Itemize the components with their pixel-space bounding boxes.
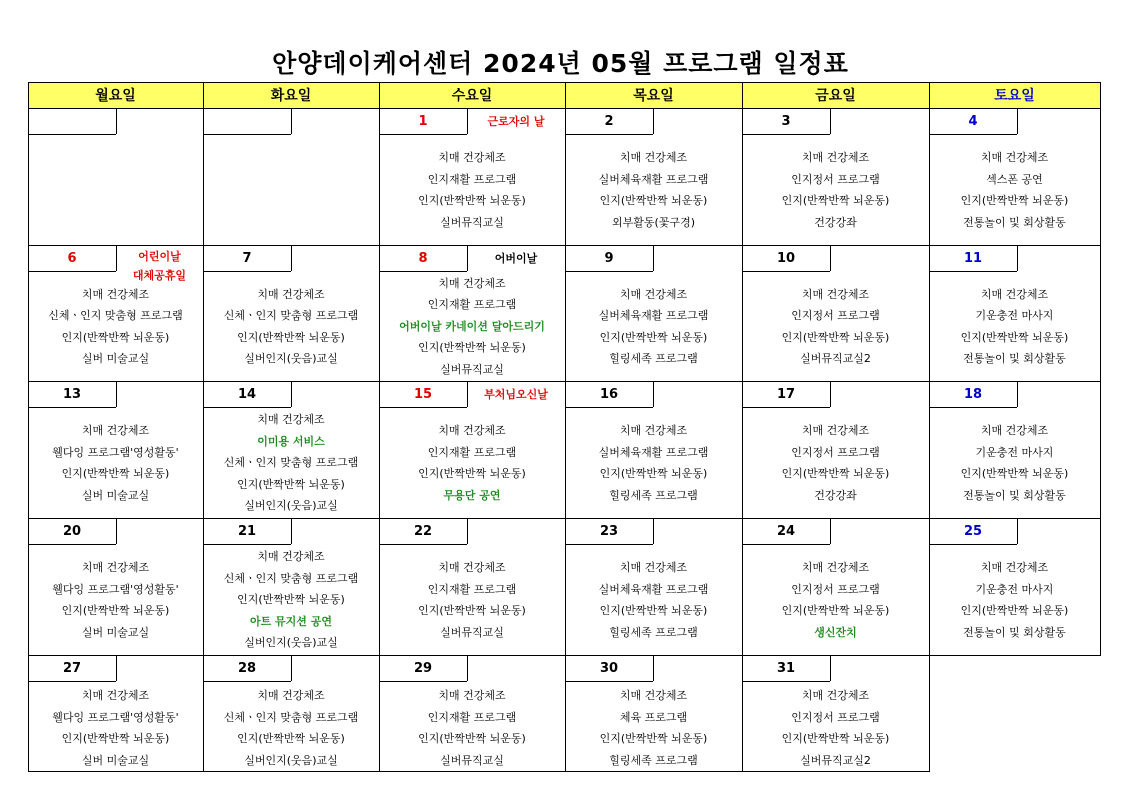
program-item: 실버 미술교실 [81, 488, 150, 502]
program-item: 실버인지(웃음)교실 [244, 499, 338, 513]
program-item: 치매 건강체조 [438, 151, 506, 164]
date-box-border [830, 655, 831, 681]
date-box-border [291, 245, 292, 271]
program-list [742, 273, 929, 380]
program-item: 인지(반짝반짝 뇌운동) [781, 330, 890, 344]
program-item: 실버뮤직교실 [440, 215, 504, 229]
date-box-border [830, 108, 831, 134]
date-box-border [929, 407, 1017, 408]
program-item: 실버 미술교실 [81, 352, 150, 365]
date-box-border [203, 271, 291, 272]
date-number: 4 [968, 113, 978, 129]
program-item: 인지(반짝반짝 뇌운동) [61, 732, 170, 745]
program-item: 인지(반짝반짝 뇌운동) [960, 604, 1069, 617]
special-event-item: 이미용 서비스 [257, 434, 325, 448]
program-item: 치매 건강체조 [438, 276, 506, 290]
program-item: 인지(반짝반짝 뇌운동) [418, 341, 526, 355]
program-item: 건강강좌 [814, 488, 857, 502]
date-box-border [291, 518, 292, 544]
program-item: 인지재활 프로그램 [427, 445, 517, 459]
date-box-border [742, 407, 830, 408]
program-item: 실버인지(웃음)교실 [244, 352, 338, 365]
program-item: 치매 건강체조 [980, 151, 1049, 164]
program-item: 인지(반짝반짝 뇌운동) [418, 194, 526, 207]
program-item: 인지(반짝반짝 뇌운동) [237, 593, 345, 607]
program-item: 인지재활 프로그램 [427, 172, 517, 186]
weekday-header: 토요일 [929, 82, 1100, 108]
date-number: 15 [413, 386, 433, 402]
program-list [565, 546, 742, 654]
program-list [929, 136, 1100, 244]
program-item: 건강강좌 [814, 215, 857, 229]
date-box-border [830, 381, 831, 407]
cell-border [929, 655, 930, 772]
program-list [203, 273, 379, 380]
date-number: 25 [963, 523, 983, 539]
program-list [379, 683, 565, 772]
date-number: 7 [242, 250, 252, 266]
program-list [929, 273, 1100, 380]
date-box-border [116, 518, 117, 544]
special-event-item: 어버이날 카네이션 달아드리기 [399, 319, 545, 333]
program-list [929, 546, 1100, 654]
program-item: 힐링세족 프로그램 [609, 753, 698, 767]
program-item: 전통놀이 및 회상활동 [963, 215, 1066, 229]
date-number: 27 [62, 660, 82, 676]
program-item: 치매 건강체조 [81, 424, 150, 437]
program-item: 힐링세족 프로그램 [609, 625, 698, 639]
date-box-border [1017, 108, 1018, 134]
program-item: 인지(반짝반짝 뇌운동) [599, 194, 708, 207]
program-item: 실버 미술교실 [81, 625, 150, 639]
program-item: 치매 건강체조 [81, 287, 150, 301]
program-item: 인지(반짝반짝 뇌운동) [418, 732, 526, 745]
holiday-note-line: 부처님오신날 [484, 387, 548, 401]
program-list [929, 409, 1100, 517]
program-item: 치매 건강체조 [980, 287, 1049, 301]
date-box-border [291, 381, 292, 407]
program-list [379, 136, 565, 244]
date-box-border [653, 655, 654, 681]
program-item: 인지(반짝반짝 뇌운동) [781, 732, 890, 745]
date-number: 14 [237, 386, 257, 402]
program-item: 인지정서 프로그램 [791, 309, 880, 322]
date-box-border [379, 407, 467, 408]
date-box-border [28, 271, 116, 272]
program-item: 웰다잉 프로그램'영성활동' [52, 710, 179, 724]
program-list [565, 273, 742, 380]
date-box-border [929, 271, 1017, 272]
program-item: 인지(반짝반짝 뇌운동) [781, 467, 890, 480]
date-box-border [28, 407, 116, 408]
program-item: 기운충전 마사지 [975, 582, 1054, 596]
date-box-border [203, 134, 291, 135]
program-item: 치매 건강체조 [438, 561, 506, 574]
program-item: 인지정서 프로그램 [791, 445, 880, 459]
program-list [203, 409, 379, 517]
date-box-border [565, 544, 653, 545]
program-item: 인지재활 프로그램 [427, 298, 517, 312]
date-box-border [653, 245, 654, 271]
date-box-border [742, 544, 830, 545]
program-item: 인지정서 프로그램 [791, 582, 880, 596]
program-item: 치매 건강체조 [619, 151, 688, 164]
program-item: 치매 건강체조 [257, 550, 325, 564]
cell-border [1100, 108, 1101, 246]
program-item: 실버인지(웃음)교실 [244, 753, 338, 767]
program-item: 전통놀이 및 회상활동 [963, 625, 1066, 639]
date-number: 29 [413, 660, 433, 676]
date-number: 21 [237, 523, 257, 539]
program-item: 인지(반짝반짝 뇌운동) [418, 604, 526, 617]
header-divider [203, 82, 204, 108]
program-list [203, 546, 379, 654]
date-box-border [565, 271, 653, 272]
program-item: 인지(반짝반짝 뇌운동) [61, 330, 170, 344]
program-item: 실버인지(웃음)교실 [244, 636, 338, 650]
date-box-border [467, 518, 468, 544]
date-box-border [116, 108, 117, 134]
date-box-border [116, 381, 117, 407]
special-event-item: 아트 뮤지션 공연 [249, 614, 333, 628]
program-item: 인지(반짝반짝 뇌운동) [418, 467, 526, 480]
weekday-header: 월요일 [28, 82, 203, 108]
weekday-header: 수요일 [379, 82, 565, 108]
date-box-border [467, 655, 468, 681]
date-box-border [830, 518, 831, 544]
date-number: 11 [963, 250, 983, 266]
header-divider [742, 82, 743, 108]
header-divider [379, 82, 380, 108]
program-item: 웰다잉 프로그램'영성활동' [52, 445, 179, 459]
date-number: 18 [963, 386, 983, 402]
program-item: 치매 건강체조 [81, 561, 150, 574]
special-event-item: 생신잔치 [814, 625, 857, 639]
program-item: 치매 건강체조 [801, 561, 870, 574]
program-item: 실버체육재활 프로그램 [598, 582, 709, 596]
program-item: 실버뮤직교실2 [800, 352, 871, 365]
program-item: 전통놀이 및 회상활동 [963, 488, 1066, 502]
program-item: 인지(반짝반짝 뇌운동) [960, 330, 1069, 344]
holiday-note-line: 근로자의 날 [487, 114, 545, 128]
program-list [28, 683, 203, 772]
header-divider [28, 82, 29, 108]
weekday-header: 화요일 [203, 82, 379, 108]
program-item: 실버체육재활 프로그램 [598, 309, 709, 322]
program-item: 실버체육재활 프로그램 [598, 445, 709, 459]
program-item: 실버뮤직교실 [440, 753, 504, 767]
holiday-note [467, 108, 565, 134]
date-number [203, 108, 291, 134]
program-list [742, 409, 929, 517]
program-item: 치매 건강체조 [980, 424, 1049, 437]
date-box-border [291, 655, 292, 681]
program-list [742, 136, 929, 244]
date-box-border [379, 681, 467, 682]
program-item: 인지(반짝반짝 뇌운동) [61, 467, 170, 480]
program-list [565, 136, 742, 244]
program-item: 치매 건강체조 [619, 561, 688, 574]
date-box-border [1017, 381, 1018, 407]
date-number: 17 [776, 386, 796, 402]
header-divider [929, 82, 930, 108]
program-item: 인지(반짝반짝 뇌운동) [599, 604, 708, 617]
date-box-border [116, 655, 117, 681]
date-number: 16 [599, 386, 619, 402]
header-divider [1100, 82, 1101, 108]
date-box-border [28, 134, 116, 135]
holiday-note-line: 어버이날 [494, 251, 538, 265]
program-list [565, 683, 742, 772]
program-item: 치매 건강체조 [801, 689, 870, 702]
program-item: 치매 건강체조 [438, 689, 506, 702]
date-number: 8 [418, 250, 428, 266]
program-item: 신체ㆍ인지 맞춤형 프로그램 [223, 309, 359, 322]
program-item: 치매 건강체조 [257, 287, 325, 301]
date-number: 9 [604, 250, 614, 266]
program-item: 인지(반짝반짝 뇌운동) [960, 467, 1069, 480]
cell-border [1100, 518, 1101, 656]
date-box-border [830, 245, 831, 271]
page-title: 안양데이케어센터 2024년 05월 프로그램 일정표 [272, 49, 849, 78]
program-item: 실버뮤직교실 [440, 625, 504, 639]
header-divider [565, 82, 566, 108]
program-list [565, 409, 742, 517]
program-list [742, 546, 929, 654]
date-number: 10 [776, 250, 796, 266]
date-number [28, 108, 116, 134]
program-item: 치매 건강체조 [801, 151, 870, 164]
program-item: 인지(반짝반짝 뇌운동) [237, 330, 345, 344]
program-item: 힐링세족 프로그램 [609, 352, 698, 365]
program-item: 실버 미술교실 [81, 753, 150, 767]
program-item: 외부활동(꽃구경) [612, 215, 695, 229]
date-box-border [1017, 245, 1018, 271]
program-item: 웰다잉 프로그램'영성활동' [52, 582, 179, 596]
program-item: 인지재활 프로그램 [427, 710, 517, 724]
program-list [379, 409, 565, 517]
date-box-border [653, 518, 654, 544]
program-item: 체육 프로그램 [619, 710, 688, 724]
weekday-header: 목요일 [565, 82, 742, 108]
date-box-border [742, 134, 830, 135]
program-item: 인지재활 프로그램 [427, 582, 517, 596]
program-item: 실버뮤직교실 [440, 362, 504, 376]
date-box-border [1017, 518, 1018, 544]
date-box-border [742, 271, 830, 272]
holiday-note-line: 대체공휴일 [132, 269, 187, 282]
program-item: 실버뮤직교실2 [800, 753, 871, 767]
program-item: 인지(반짝반짝 뇌운동) [960, 194, 1069, 207]
date-number: 20 [62, 523, 82, 539]
program-list [28, 273, 203, 380]
program-item: 신체ㆍ인지 맞춤형 프로그램 [223, 456, 359, 470]
program-item: 인지(반짝반짝 뇌운동) [781, 604, 890, 617]
program-item: 치매 건강체조 [801, 287, 870, 301]
program-item: 인지(반짝반짝 뇌운동) [237, 477, 345, 491]
program-item: 신체ㆍ인지 맞춤형 프로그램 [223, 710, 359, 724]
date-number: 28 [237, 660, 257, 676]
date-number: 31 [776, 660, 796, 676]
date-number: 23 [599, 523, 619, 539]
date-box-border [742, 681, 830, 682]
program-list [742, 683, 929, 772]
cell-border [929, 655, 1101, 656]
program-item: 치매 건강체조 [257, 689, 325, 702]
date-number: 13 [62, 386, 82, 402]
program-item: 신체ㆍ인지 맞춤형 프로그램 [48, 309, 183, 322]
date-box-border [929, 134, 1017, 135]
date-number: 30 [599, 660, 619, 676]
special-event-item: 무용단 공연 [443, 488, 501, 502]
date-box-border [203, 407, 291, 408]
program-item: 기운충전 마사지 [975, 445, 1054, 459]
program-list [203, 683, 379, 772]
date-number: 6 [67, 250, 77, 266]
date-box-border [565, 681, 653, 682]
program-item: 전통놀이 및 회상활동 [963, 352, 1066, 365]
program-item: 치매 건강체조 [801, 424, 870, 437]
program-item: 인지(반짝반짝 뇌운동) [781, 194, 890, 207]
holiday-note [467, 245, 565, 271]
program-list [28, 546, 203, 654]
date-box-border [565, 134, 653, 135]
date-box-border [203, 681, 291, 682]
program-item: 치매 건강체조 [619, 689, 688, 702]
cell-border [1100, 381, 1101, 519]
program-item: 인지정서 프로그램 [791, 172, 880, 186]
program-item: 치매 건강체조 [980, 561, 1049, 574]
program-item: 신체ㆍ인지 맞춤형 프로그램 [223, 571, 359, 585]
cell-border [1100, 245, 1101, 382]
date-number: 3 [781, 113, 791, 129]
program-item: 실버체육재활 프로그램 [598, 172, 709, 186]
date-number: 1 [418, 113, 428, 129]
program-item: 치매 건강체조 [257, 413, 325, 427]
date-box-border [203, 544, 291, 545]
date-box-border [291, 108, 292, 134]
weekday-header: 금요일 [742, 82, 929, 108]
program-list [379, 273, 565, 380]
holiday-note-line: 어린이날 [138, 250, 181, 263]
date-box-border [379, 544, 467, 545]
program-item: 치매 건강체조 [438, 424, 506, 437]
program-item: 치매 건강체조 [81, 689, 150, 702]
program-item: 인지(반짝반짝 뇌운동) [599, 467, 708, 480]
program-item: 치매 건강체조 [619, 287, 688, 301]
date-box-border [28, 681, 116, 682]
date-number: 22 [413, 523, 433, 539]
date-box-border [379, 134, 467, 135]
program-list [379, 546, 565, 654]
program-item: 섹스폰 공연 [986, 172, 1043, 186]
program-item: 기운충전 마사지 [975, 309, 1054, 322]
program-item: 힐링세족 프로그램 [609, 488, 698, 502]
date-box-border [565, 407, 653, 408]
date-number: 2 [604, 113, 614, 129]
program-list [28, 409, 203, 517]
date-box-border [653, 108, 654, 134]
date-box-border [653, 381, 654, 407]
program-item: 인지(반짝반짝 뇌운동) [599, 732, 708, 745]
program-item: 인지(반짝반짝 뇌운동) [237, 732, 345, 745]
program-item: 인지(반짝반짝 뇌운동) [599, 330, 708, 344]
program-item: 치매 건강체조 [619, 424, 688, 437]
date-box-border [929, 544, 1017, 545]
date-box-border [28, 544, 116, 545]
program-item: 인지(반짝반짝 뇌운동) [61, 604, 170, 617]
date-number: 24 [776, 523, 796, 539]
holiday-note [467, 381, 565, 407]
program-item: 인지정서 프로그램 [791, 710, 880, 724]
